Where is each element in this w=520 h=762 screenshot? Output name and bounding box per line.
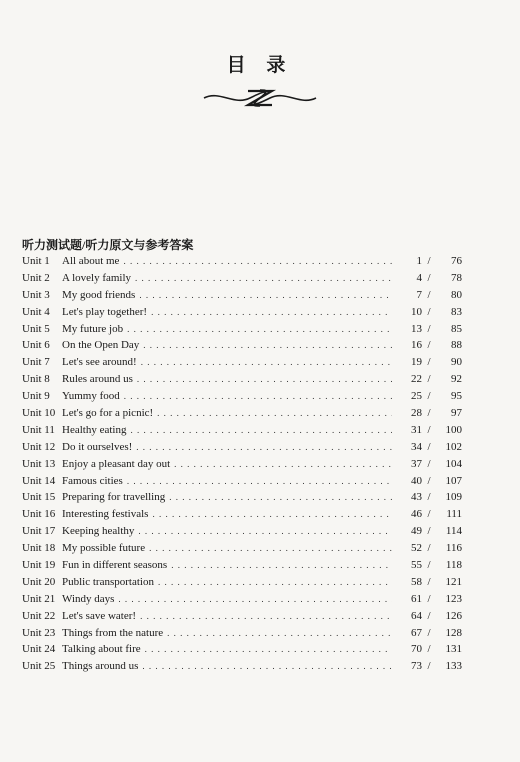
unit-number: Unit 17: [22, 525, 56, 538]
answer-page: 128: [445, 626, 462, 639]
unit-title: On the Open Day: [62, 339, 140, 352]
dot-leader: [174, 456, 392, 473]
test-page: 46: [411, 508, 422, 521]
toc-row[interactable]: [22, 625, 462, 642]
unit-number: Unit 8: [22, 373, 50, 386]
unit-number: Unit 24: [22, 643, 56, 656]
answer-page: 131: [445, 643, 462, 656]
test-page: 10: [411, 305, 422, 318]
answer-page: 111: [446, 508, 462, 521]
unit-number: Unit 13: [22, 457, 56, 470]
answer-page: 92: [451, 373, 462, 386]
unit-title: Do it ourselves!: [62, 440, 133, 453]
unit-title: Things around us: [62, 660, 139, 673]
unit-number: Unit 10: [22, 407, 56, 420]
test-page: 19: [411, 356, 422, 369]
answer-page: 133: [445, 660, 462, 673]
toc-row[interactable]: [22, 489, 462, 506]
toc-row[interactable]: [22, 304, 462, 321]
unit-number: Unit 21: [22, 592, 56, 605]
dot-leader: [123, 253, 392, 270]
dot-leader: [158, 574, 392, 591]
unit-number: Unit 3: [22, 288, 50, 301]
test-page: 49: [411, 525, 422, 538]
test-page: 58: [411, 575, 422, 588]
page-title: 目 录: [226, 55, 294, 76]
test-page: 43: [411, 491, 422, 504]
answer-page: 107: [445, 474, 462, 487]
page-separator: /: [427, 508, 431, 521]
unit-number: Unit 9: [22, 390, 50, 403]
page-separator: /: [427, 575, 431, 588]
answer-page: 118: [445, 559, 462, 572]
table-of-contents: [22, 253, 462, 675]
toc-row[interactable]: [22, 253, 462, 270]
answer-page: 88: [451, 339, 462, 352]
dot-leader: [141, 354, 392, 371]
unit-title: My future job: [62, 322, 124, 335]
answer-page: 100: [445, 423, 462, 436]
unit-number: Unit 18: [22, 542, 56, 555]
unit-number: Unit 14: [22, 474, 56, 487]
answer-page: 123: [445, 592, 462, 605]
page-separator: /: [427, 626, 431, 639]
dot-leader: [143, 337, 392, 354]
toc-row[interactable]: [22, 388, 462, 405]
page-separator: /: [427, 592, 431, 605]
page-separator: /: [427, 660, 431, 673]
unit-number: Unit 23: [22, 626, 56, 639]
toc-row[interactable]: [22, 371, 462, 388]
answer-page: 109: [445, 491, 462, 504]
page-separator: /: [427, 559, 431, 572]
toc-row[interactable]: [22, 456, 462, 473]
page-separator: /: [427, 474, 431, 487]
toc-row[interactable]: [22, 540, 462, 557]
ornament-icon: [200, 86, 320, 110]
page-separator: /: [427, 609, 431, 622]
unit-number: Unit 15: [22, 491, 56, 504]
dot-leader: [124, 388, 392, 405]
toc-row[interactable]: [22, 473, 462, 490]
unit-title: Keeping healthy: [62, 525, 135, 538]
unit-number: Unit 7: [22, 356, 50, 369]
test-page: 1: [416, 255, 422, 267]
unit-title: My possible future: [62, 542, 146, 555]
page-separator: /: [427, 440, 431, 453]
answer-page: 102: [445, 440, 462, 453]
dot-leader: [151, 304, 392, 321]
page-separator: /: [427, 457, 431, 470]
unit-number: Unit 11: [22, 423, 55, 436]
unit-title: Interesting festivals: [62, 508, 149, 521]
toc-row[interactable]: [22, 591, 462, 608]
unit-title: Fun in different seasons: [62, 559, 168, 572]
unit-title: Let's see around!: [62, 356, 137, 369]
toc-row[interactable]: [22, 439, 462, 456]
test-page: 64: [411, 609, 422, 622]
dot-leader: [135, 270, 392, 287]
unit-number: Unit 6: [22, 339, 50, 352]
toc-row[interactable]: [22, 422, 462, 439]
dot-leader: [145, 641, 392, 658]
answer-page: 90: [451, 356, 462, 369]
page-separator: /: [427, 491, 431, 504]
toc-row[interactable]: [22, 337, 462, 354]
answer-page: 95: [451, 390, 462, 403]
page-separator: /: [427, 288, 431, 301]
test-page: 31: [411, 423, 422, 436]
answer-page: 83: [451, 305, 462, 318]
dot-leader: [139, 287, 392, 304]
toc-row[interactable]: [22, 523, 462, 540]
dot-leader: [149, 540, 392, 557]
page-separator: /: [427, 407, 431, 420]
unit-number: Unit 12: [22, 440, 56, 453]
unit-title: Preparing for travelling: [62, 491, 166, 504]
toc-row[interactable]: [22, 321, 462, 338]
answer-page: 121: [445, 575, 462, 588]
page-separator: /: [427, 390, 431, 403]
unit-title: Talking about fire: [62, 643, 141, 656]
answer-page: 126: [445, 609, 462, 622]
answer-page: 80: [451, 288, 462, 301]
page-separator: /: [427, 643, 431, 656]
test-page: 55: [411, 559, 422, 572]
unit-title: Yummy food: [62, 390, 120, 403]
dot-leader: [171, 557, 392, 574]
page-separator: /: [427, 255, 431, 267]
page-separator: /: [427, 322, 431, 335]
page-separator: /: [427, 356, 431, 369]
unit-number: Unit 20: [22, 575, 56, 588]
unit-title: Enjoy a pleasant day out: [62, 457, 171, 470]
dot-leader: [136, 439, 392, 456]
dot-leader: [152, 506, 392, 523]
unit-title: Rules around us: [62, 373, 133, 386]
test-page: 52: [411, 542, 422, 555]
test-page: 4: [416, 271, 422, 284]
unit-title: Public transportation: [62, 575, 154, 588]
unit-number: Unit 16: [22, 508, 56, 521]
unit-number: Unit 4: [22, 305, 50, 318]
toc-row[interactable]: [22, 354, 462, 371]
unit-number: Unit 2: [22, 271, 50, 284]
toc-row[interactable]: [22, 405, 462, 422]
test-page: 25: [411, 390, 422, 403]
test-page: 13: [411, 322, 422, 335]
page-separator: /: [427, 373, 431, 386]
dot-leader: [167, 625, 392, 642]
unit-title: Healthy eating: [62, 423, 127, 436]
test-page: 7: [416, 288, 422, 301]
toc-row[interactable]: [22, 574, 462, 591]
dot-leader: [157, 405, 392, 422]
dot-leader: [130, 422, 392, 439]
toc-row[interactable]: [22, 658, 462, 675]
toc-row[interactable]: [22, 270, 462, 287]
page-separator: /: [427, 271, 431, 284]
test-page: 70: [411, 643, 422, 656]
unit-title: Things from the nature: [62, 626, 164, 639]
page-separator: /: [427, 542, 431, 555]
dot-leader: [140, 608, 392, 625]
test-page: 22: [411, 373, 422, 386]
unit-number: Unit 22: [22, 609, 56, 622]
dot-leader: [127, 473, 392, 490]
dot-leader: [127, 321, 392, 338]
test-page: 61: [411, 592, 422, 605]
dot-leader: [169, 489, 392, 506]
test-page: 28: [411, 407, 422, 420]
test-page: 34: [411, 440, 422, 453]
toc-row[interactable]: [22, 506, 462, 523]
toc-row[interactable]: [22, 608, 462, 625]
unit-number: Unit 19: [22, 559, 56, 572]
dot-leader: [142, 658, 392, 675]
dot-leader: [118, 591, 392, 608]
unit-number: Unit 1: [22, 255, 50, 267]
unit-title: All about me: [62, 255, 120, 267]
test-page: 73: [411, 660, 422, 673]
section-heading: 听力测试题/听力原文与参考答案: [22, 238, 194, 252]
answer-page: 104: [445, 457, 462, 470]
unit-number: Unit 25: [22, 660, 56, 673]
test-page: 16: [411, 339, 422, 352]
unit-number: Unit 5: [22, 322, 50, 335]
toc-row[interactable]: [22, 641, 462, 658]
unit-title: Let's play together!: [62, 305, 148, 318]
answer-page: 97: [451, 407, 462, 420]
page-separator: /: [427, 305, 431, 318]
page-separator: /: [427, 525, 431, 538]
unit-title: My good friends: [62, 288, 136, 301]
answer-page: 76: [451, 255, 462, 267]
test-page: 67: [411, 626, 422, 639]
dot-leader: [138, 523, 392, 540]
answer-page: 78: [451, 271, 462, 284]
dot-leader: [137, 371, 392, 388]
unit-title: Famous cities: [62, 474, 123, 487]
unit-title: A lovely family: [62, 271, 132, 284]
test-page: 40: [411, 474, 422, 487]
answer-page: 116: [445, 542, 462, 555]
unit-title: Let's go for a picnic!: [62, 407, 154, 420]
answer-page: 114: [445, 525, 462, 538]
test-page: 37: [411, 457, 422, 470]
page-separator: /: [427, 339, 431, 352]
answer-page: 85: [451, 322, 462, 335]
toc-row[interactable]: [22, 287, 462, 304]
unit-title: Let's save water!: [62, 609, 137, 622]
unit-title: Windy days: [62, 592, 115, 605]
toc-row[interactable]: [22, 557, 462, 574]
page-separator: /: [427, 423, 431, 436]
